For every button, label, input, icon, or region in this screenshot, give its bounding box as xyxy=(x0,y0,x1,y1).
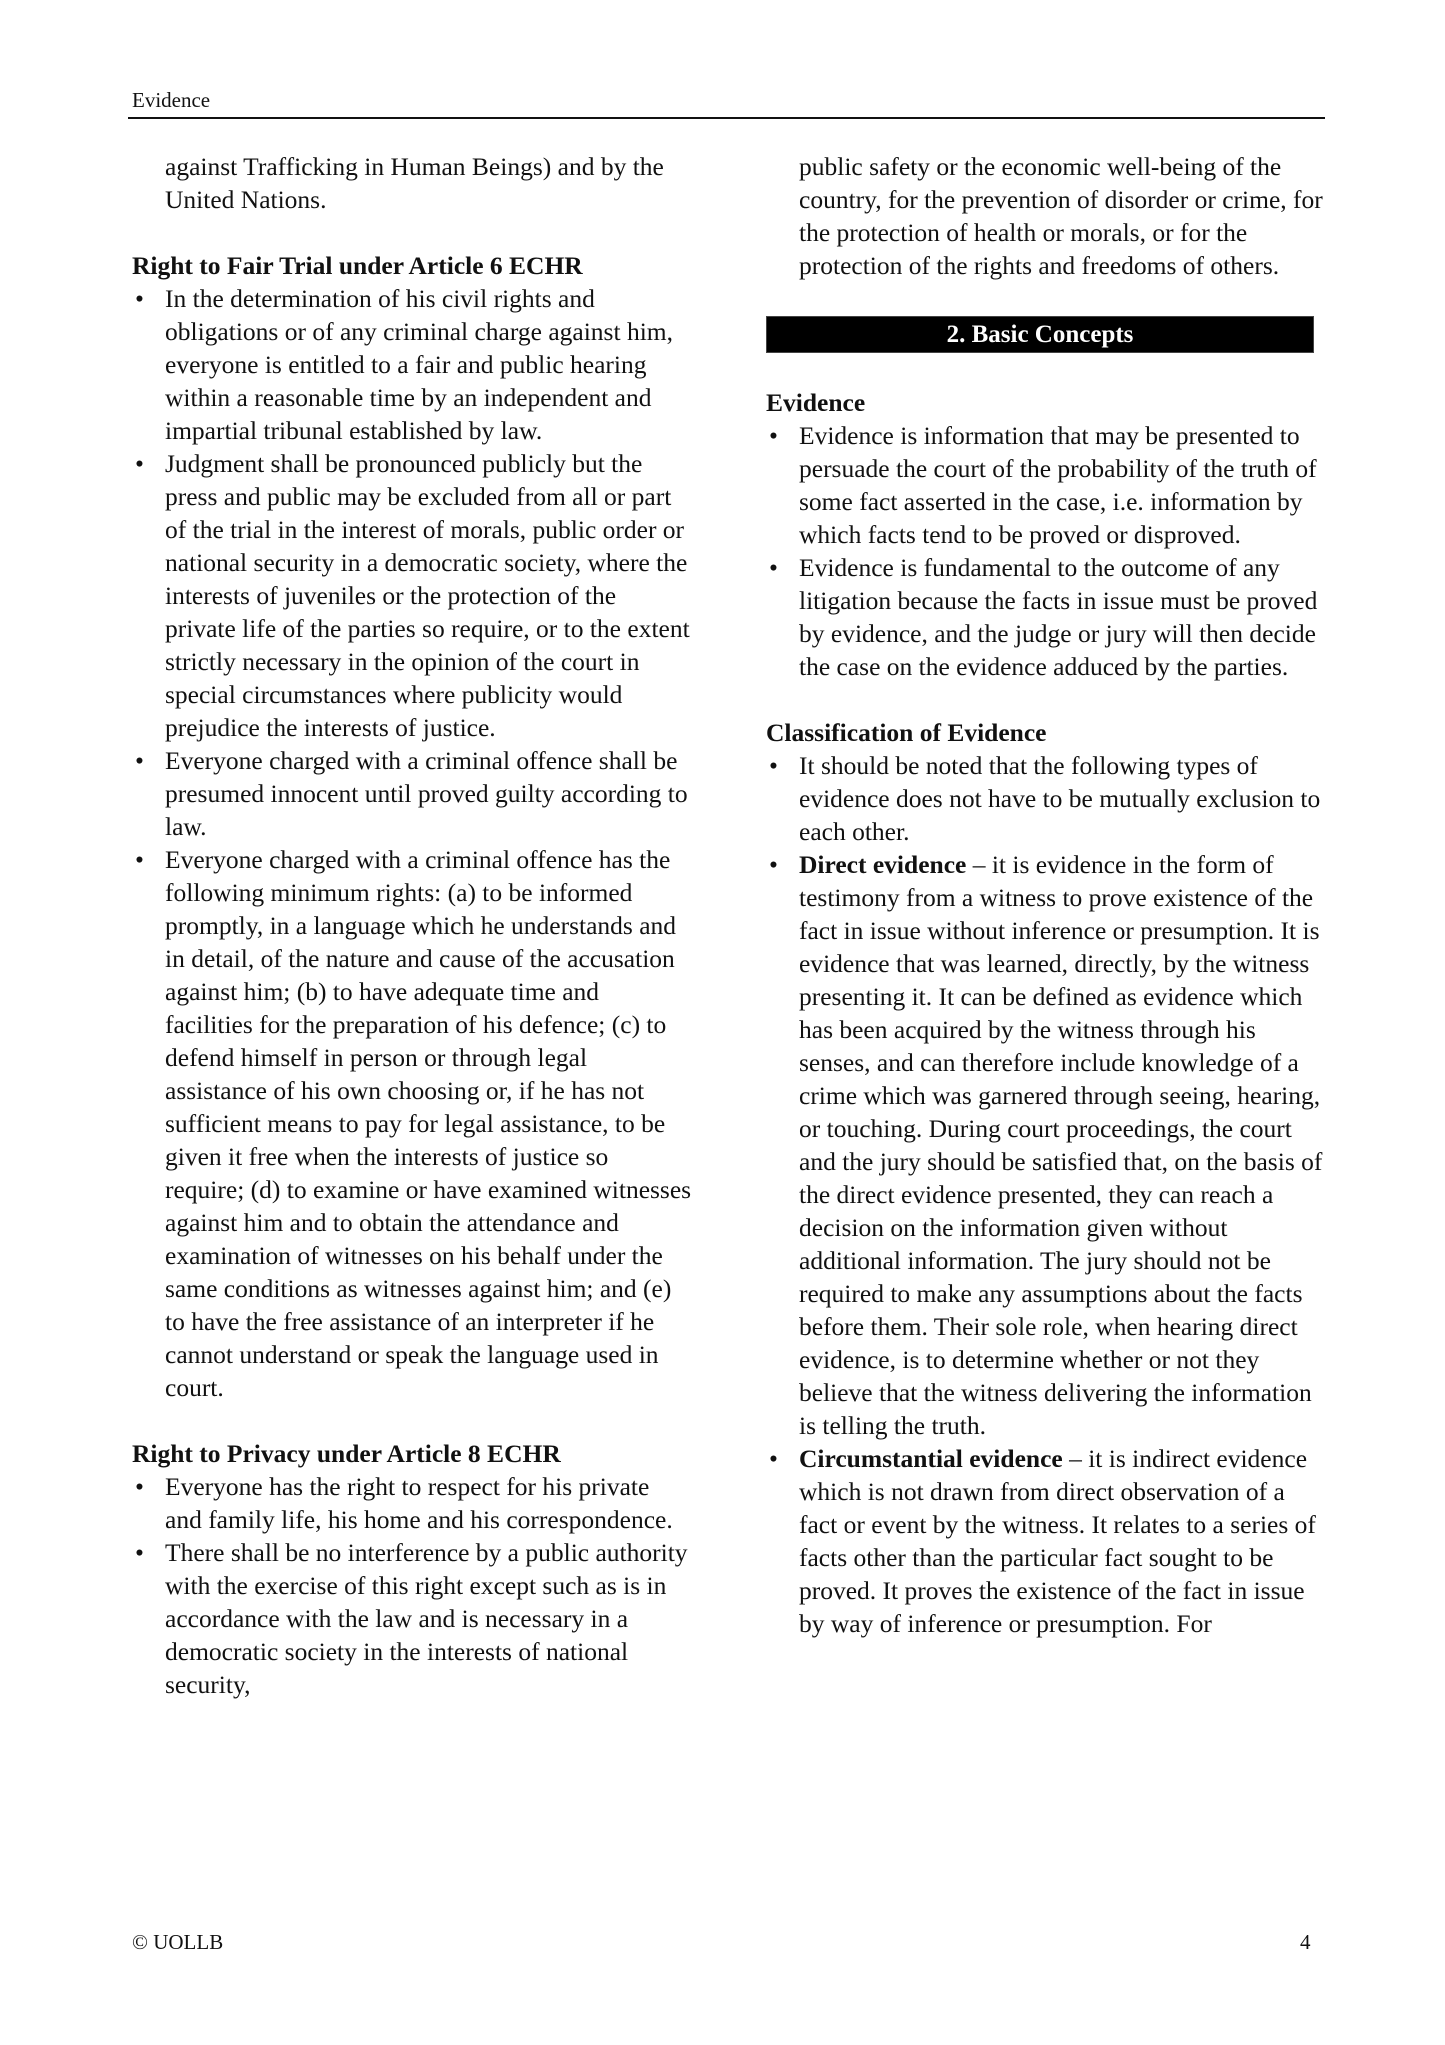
continuation-text: public safety or the economic well-being of the country, for the prevention of disorder or crime, for the protection of health or morals, or for the protection of the rights and freedoms of others. xyxy=(799,152,1323,280)
page-number: 4 xyxy=(1300,1930,1311,1954)
article6-list xyxy=(132,282,692,1404)
spacer xyxy=(766,683,1326,716)
article8-list xyxy=(132,1470,692,1701)
list-item: • There shall be no interference by a public authority with the exercise of this right except such as is in accordance with the law and is necessary in a democratic society in the interests of national security, xyxy=(135,1538,688,1699)
list-item: • Evidence is fundamental to the outcome of any litigation because the facts in issue must be proved by evidence, and the judge or jury will then decide the case on the evidence adduced by the parties. xyxy=(769,553,1318,681)
evidence-list xyxy=(766,419,1326,683)
bullet-icon: • xyxy=(135,1472,144,1501)
spacer xyxy=(766,282,1326,315)
header-rule xyxy=(128,117,1325,119)
left-column xyxy=(132,150,692,1701)
bullet-icon: • xyxy=(135,1538,144,1567)
bullet-icon: • xyxy=(769,850,778,879)
section-heading-article6: Right to Fair Trial under Article 6 ECHR xyxy=(132,251,583,280)
bullet-icon: • xyxy=(769,751,778,780)
list-item: • In the determination of his civil rights and obligations or of any criminal charge against him, everyone is entitled to a fair and public hearing within a reasonable time by an independent and impartial tribunal established by law. xyxy=(135,284,673,445)
bullet-icon: • xyxy=(135,449,144,478)
bullet-icon: • xyxy=(135,845,144,874)
section-heading-classification: Classification of Evidence xyxy=(766,718,1047,747)
continuation-text: against Trafficking in Human Beings) and by the United Nations. xyxy=(165,152,664,214)
list-item: • Everyone charged with a criminal offence shall be presumed innocent until proved guilty according to law. xyxy=(135,746,688,841)
bullet-icon: • xyxy=(135,746,144,775)
right-column xyxy=(766,150,1326,1640)
running-header-title: Evidence xyxy=(132,88,211,112)
term-direct-evidence: Direct evidence xyxy=(799,850,967,879)
list-item: • Evidence is information that may be presented to persuade the court of the probability of the truth of some fact asserted in the case, i.e. information by which facts tend to be proved or disproved. xyxy=(769,421,1317,549)
list-item: • Judgment shall be pronounced publicly but the press and public may be excluded from all or part of the trial in the interest of morals, public order or national security in a democratic society, where the interests of juveniles or the protection of the private life of the parties so require, or to the extent strictly necessary in the opinion of the court in special circumstances where publicity would prejudice the interests of justice. xyxy=(135,449,690,742)
classification-list xyxy=(766,749,1326,1640)
list-item: • Everyone has the right to respect for his private and family life, his home and his correspondence. xyxy=(135,1472,673,1534)
list-item: • Everyone charged with a criminal offence has the following minimum rights: (a) to be informed promptly, in a language which he understands and in detail, of the nature and cause of the accusation against him; (b) to have adequate time and facilities for the preparation of his defence; (c) to defend himself in person or through legal assistance of his own choosing or, if he has not sufficient means to pay for legal assistance, to be given it free when the interests of justice so require; (d) to examine or have examined witnesses against him and to obtain the attendance and examination of witnesses on his behalf under the same conditions as witnesses against him; and (e) to have the free assistance of an interpreter if he cannot understand or speak the language used in court. xyxy=(135,845,692,1402)
bullet-icon: • xyxy=(135,284,144,313)
section-heading-evidence: Evidence xyxy=(766,388,866,417)
term-circumstantial-evidence: Circumstantial evidence xyxy=(799,1444,1063,1473)
section-heading-article8: Right to Privacy under Article 8 ECHR xyxy=(132,1439,561,1468)
list-item-circumstantial-evidence: • Circumstantial evidence – it is indirect evidence which is not drawn from direct observation of a fact or event by the witness. It relates to a series of facts other than the particular fact sought to be proved. It proves the existence of the fact in issue by way of inference or presumption. For xyxy=(769,1444,1316,1638)
footer-copyright: © UOLLB xyxy=(132,1930,224,1954)
spacer xyxy=(766,353,1326,386)
spacer xyxy=(132,1404,692,1437)
list-item-direct-evidence: • Direct evidence – it is evidence in the form of testimony from a witness to prove existence of the fact in issue without inference or presumption. It is evidence that was learned, directly, by the witness presenting it. It can be defined as evidence which has been acquired by the witness through his senses, and can therefore include knowledge of a crime which was garnered through seeing, hearing, or touching. During court proceedings, the court and the jury should be satisfied that, on the basis of the direct evidence presented, they can reach a decision on the information given without additional information. The jury should not be required to make any assumptions about the facts before them. Their sole role, when hearing direct evidence, is to determine whether or not they believe that the witness delivering the information is telling the truth. xyxy=(769,850,1323,1440)
section-banner: 2. Basic Concepts xyxy=(766,316,1314,353)
spacer xyxy=(132,216,692,249)
bullet-icon: • xyxy=(769,1444,778,1473)
bullet-icon: • xyxy=(769,553,778,582)
bullet-icon: • xyxy=(769,421,778,450)
list-item: • It should be noted that the following types of evidence does not have to be mutually exclusion to each other. xyxy=(769,751,1321,846)
